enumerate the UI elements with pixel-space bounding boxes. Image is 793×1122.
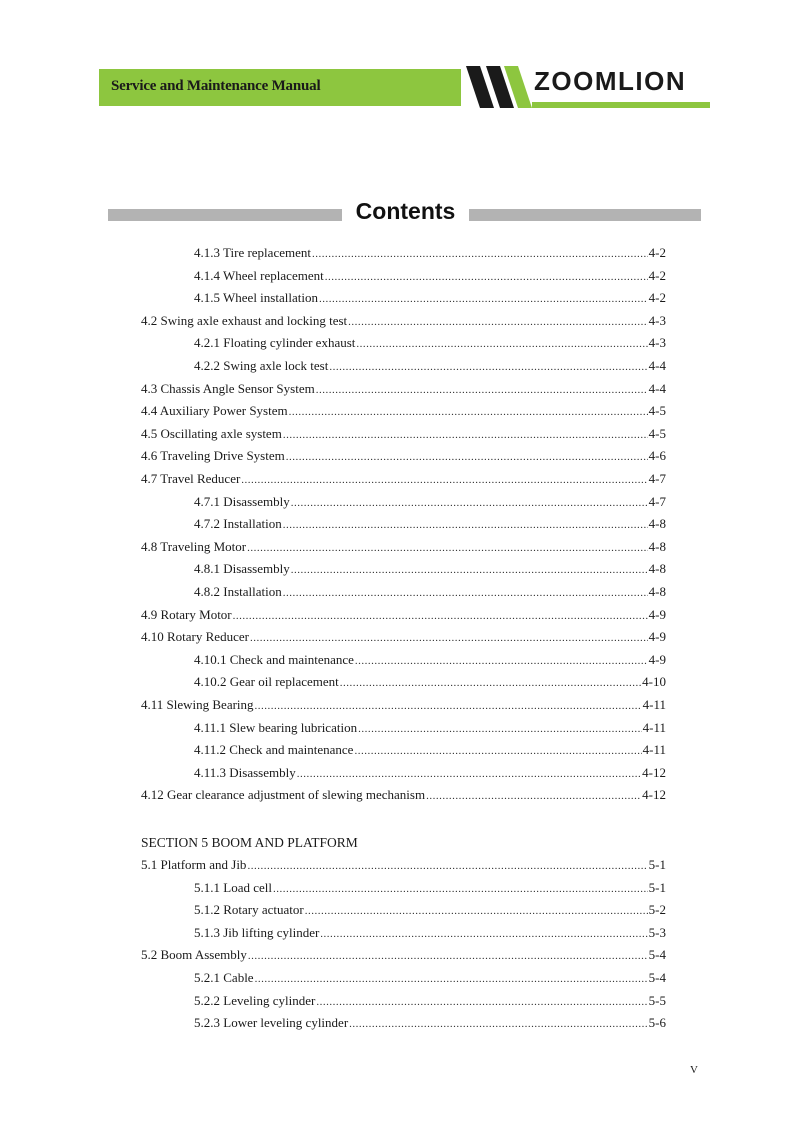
toc-entry-page: 4-5 (648, 425, 666, 441)
toc-leader-dots (355, 650, 648, 671)
toc-entry-title: 4.2 Swing axle exhaust and locking test (141, 312, 348, 328)
toc-leader-dots (320, 923, 647, 944)
toc-leader-dots (316, 379, 648, 400)
toc-leader-dots (247, 855, 647, 876)
toc-entry[interactable] (141, 423, 666, 445)
toc-entry-page: 4-9 (648, 606, 666, 622)
toc-entry[interactable] (194, 922, 666, 944)
toc-entry-page: 4-2 (648, 245, 666, 260)
toc-leader-dots (358, 718, 642, 739)
toc-entry-page: 4-6 (648, 448, 666, 464)
toc-leader-dots (289, 401, 648, 422)
toc-entry-title: 4.2.1 Floating cylinder exhaust (194, 335, 356, 351)
toc-entry[interactable] (194, 581, 666, 603)
manual-title: Service and Maintenance Manual (111, 78, 321, 94)
toc-leader-dots (291, 492, 648, 513)
section-heading: SECTION 5 BOOM AND PLATFORM (141, 835, 358, 850)
toc-entry-title: 4.6 Traveling Drive System (141, 448, 285, 464)
toc-leader-dots (286, 446, 648, 467)
toc-entry-page: 4-4 (648, 358, 666, 373)
toc-entry[interactable] (141, 784, 666, 806)
toc-entry-title: 4.11 Slewing Bearing (141, 697, 254, 712)
toc-entry-title: 4.1.4 Wheel replacement (194, 267, 324, 283)
toc-entry-title: 4.7.1 Disassembly (194, 493, 290, 509)
toc-entry[interactable] (194, 1012, 666, 1034)
toc-entry-page: 4-2 (648, 267, 666, 283)
toc-entry-page: 4-8 (648, 561, 666, 577)
toc-entry[interactable] (141, 854, 666, 876)
toc-entry-page: 4-11 (642, 697, 666, 712)
toc-entry-title: 4.8.1 Disassembly (194, 561, 290, 577)
toc-entry-page: 5-1 (648, 857, 666, 872)
toc-leader-dots (273, 878, 648, 899)
toc-entry[interactable] (141, 944, 666, 966)
toc-entry-page: 4-9 (648, 651, 666, 667)
toc-entry-title: 4.2.2 Swing axle lock test (194, 358, 329, 373)
toc-entry-page: 4-11 (642, 742, 666, 758)
toc-entry-page: 4-9 (648, 629, 666, 645)
toc-entry[interactable] (194, 967, 666, 989)
toc-entry-page: 5-3 (648, 924, 666, 940)
toc-entry[interactable] (141, 626, 666, 648)
toc-entry-page: 4-5 (648, 403, 666, 419)
toc-entry-title: 4.10.2 Gear oil replacement (194, 674, 339, 690)
toc-entry-title: 5.2.3 Lower leveling cylinder (194, 1015, 349, 1031)
toc-entry-page: 5-6 (648, 1015, 666, 1031)
toc-entry-title: 4.11.3 Disassembly (194, 764, 296, 780)
toc-entry-title: 4.11.1 Slew bearing lubrication (194, 719, 358, 735)
toc-entry-title: 5.2.2 Leveling cylinder (194, 992, 316, 1008)
toc-entry[interactable] (194, 762, 666, 784)
contents-rule-left (108, 209, 342, 221)
toc-entry-title: 4.7 Travel Reducer (141, 471, 241, 486)
toc-entry[interactable] (194, 558, 666, 580)
page-number: V (690, 1064, 698, 1076)
toc-entry-title: 4.1.3 Tire replacement (194, 245, 311, 260)
toc-entry-title: 4.8 Traveling Motor (141, 538, 247, 554)
toc-leader-dots (248, 945, 648, 966)
toc-entry-page: 4-12 (642, 787, 666, 803)
toc-entry[interactable] (194, 332, 666, 354)
toc-entry-title: 4.9 Rotary Motor (141, 606, 232, 622)
toc-entry[interactable] (194, 717, 666, 739)
toc-entry-page: 4-8 (648, 516, 666, 532)
toc-entry-title: 5.1.1 Load cell (194, 879, 272, 895)
toc-leader-dots (319, 288, 648, 309)
toc-leader-dots (305, 900, 648, 921)
toc-leader-dots (255, 968, 648, 989)
toc-entry[interactable] (141, 468, 666, 490)
toc-leader-dots (250, 627, 648, 648)
toc-entry[interactable] (194, 242, 666, 264)
toc-entry-page: 4-3 (648, 335, 666, 351)
toc-entry[interactable] (141, 445, 666, 467)
toc-entry-page: 4-8 (648, 584, 666, 599)
toc-leader-dots (283, 424, 648, 445)
toc-entry[interactable] (194, 355, 666, 377)
toc-entry-title: 5.2.1 Cable (194, 970, 254, 985)
contents-rule-right (469, 209, 701, 221)
toc-leader-dots (255, 695, 642, 716)
toc-entry[interactable] (194, 671, 666, 693)
toc-entry[interactable] (194, 513, 666, 535)
toc-entry[interactable] (141, 378, 666, 400)
toc-entry[interactable] (194, 990, 666, 1012)
toc-entry-page: 4-12 (642, 764, 666, 780)
contents-title: Contents (355, 198, 456, 224)
toc-entry[interactable] (194, 899, 666, 921)
toc-entry-title: 5.1.2 Rotary actuator (194, 902, 304, 918)
toc-entry-title: 5.1 Platform and Jib (141, 857, 247, 872)
toc-entry-title: 4.4 Auxiliary Power System (141, 403, 288, 419)
toc-leader-dots (291, 559, 648, 580)
toc-entry-title: 4.10.1 Check and maintenance (194, 651, 354, 667)
toc-entry-page: 4-10 (642, 674, 666, 690)
toc-leader-dots (325, 266, 648, 287)
toc-entry-page: 4-7 (648, 493, 666, 509)
toc-leader-dots (426, 785, 641, 806)
toc-entry[interactable] (141, 310, 666, 332)
toc-entry-page: 5-5 (648, 992, 666, 1008)
toc-entry-title: 4.5 Oscillating axle system (141, 425, 282, 441)
toc-entry-title: 4.11.2 Check and maintenance (194, 742, 354, 758)
toc-entry-page: 5-2 (648, 902, 666, 918)
toc-entry-page: 4-7 (648, 471, 666, 486)
toc-leader-dots (349, 1013, 648, 1034)
toc-entry[interactable] (194, 265, 666, 287)
toc-entry[interactable] (141, 400, 666, 422)
toc-entry-page: 5-4 (648, 947, 666, 963)
toc-entry[interactable] (141, 536, 666, 558)
toc-leader-dots (297, 763, 641, 784)
toc-leader-dots (356, 333, 647, 354)
toc-entry[interactable] (194, 877, 666, 899)
toc-leader-dots (329, 356, 647, 377)
toc-entry-title: 4.1.5 Wheel installation (194, 290, 318, 306)
toc-leader-dots (316, 991, 647, 1012)
toc-entry-page: 4-3 (648, 312, 666, 328)
toc-entry-page: 5-4 (648, 970, 666, 985)
toc-entry[interactable] (194, 649, 666, 671)
toc-leader-dots (247, 537, 648, 558)
toc-entry[interactable] (194, 739, 666, 761)
toc-entry-title: 4.8.2 Installation (194, 584, 282, 599)
toc-entry-title: 4.12 Gear clearance adjustment of slewing mechanism (141, 787, 426, 803)
toc-entry-page: 4-11 (642, 719, 666, 735)
zoomlion-logo-text: ZOOMLION (534, 66, 687, 96)
toc-entry-title: 4.3 Chassis Angle Sensor System (141, 380, 315, 396)
toc-entry-page: 4-2 (648, 290, 666, 306)
toc-entry-title: 5.1.3 Jib lifting cylinder (194, 924, 320, 940)
toc-leader-dots (348, 311, 647, 332)
toc-leader-dots (312, 243, 648, 264)
toc-entry-title: 4.7.2 Installation (194, 516, 282, 532)
toc-leader-dots (354, 740, 641, 761)
toc-entry[interactable] (141, 604, 666, 626)
toc-entry-page: 4-8 (648, 538, 666, 554)
toc-leader-dots (233, 605, 648, 626)
toc-leader-dots (241, 469, 647, 490)
toc-leader-dots (340, 672, 641, 693)
toc-entry-title: 5.2 Boom Assembly (141, 947, 247, 963)
toc-entry-page: 5-1 (648, 879, 666, 895)
toc-entry-title: 4.10 Rotary Reducer (141, 629, 249, 645)
toc-entry[interactable] (141, 694, 666, 716)
toc-entry[interactable] (194, 287, 666, 309)
toc-entry-page: 4-4 (648, 380, 666, 396)
toc-entry[interactable] (194, 491, 666, 513)
toc-leader-dots (283, 582, 648, 603)
toc-leader-dots (283, 514, 648, 535)
